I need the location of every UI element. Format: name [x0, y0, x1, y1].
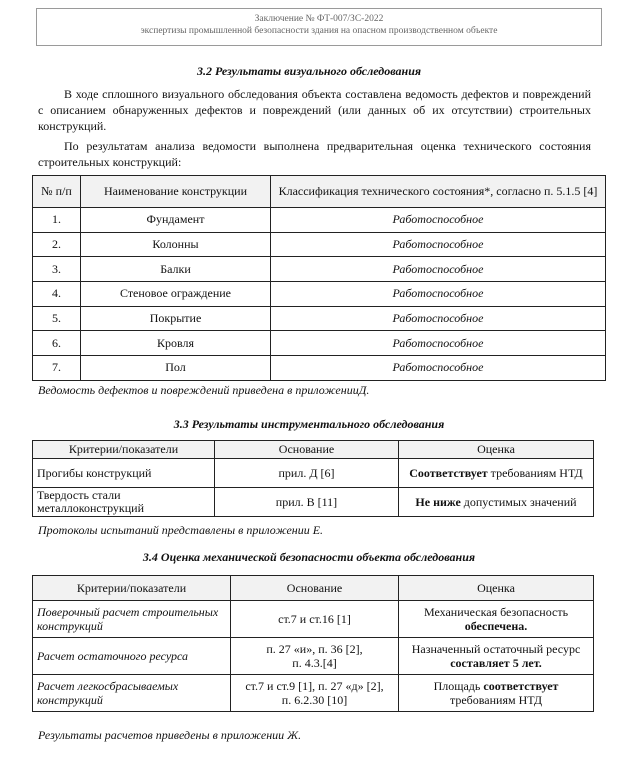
table-row	[33, 356, 606, 381]
header-title: Заключение № ФТ-007/ЗС-2022	[254, 14, 384, 24]
construction-name: Колонны	[81, 232, 271, 257]
construction-name: Кровля	[81, 331, 271, 356]
evaluation-text: допустимых значений	[460, 494, 577, 509]
table-header-row	[33, 176, 606, 208]
evaluation-text-2: требованиям НТД	[449, 693, 543, 707]
column-header-number: № п/п	[33, 176, 81, 208]
construction-name: Фундамент	[81, 208, 271, 233]
evaluation-text: Площадь	[433, 679, 484, 693]
basis-line-2: п. 4.3.[4]	[292, 656, 337, 670]
section-3-3-title: 3.3 Результаты инструментального обследования	[173, 417, 445, 431]
criteria-cell: Поверочный расчет строительных конструкций	[33, 601, 231, 638]
table-row	[33, 638, 594, 675]
basis-line-1: п. 27 «и», п. 36 [2],	[266, 642, 363, 656]
column-header-evaluation: Оценка	[399, 576, 594, 601]
evaluation-emphasis: Соответствует	[409, 465, 488, 480]
table-row	[33, 208, 606, 233]
table-row	[33, 257, 606, 282]
criteria-cell: Расчет остаточного ресурса	[33, 638, 231, 675]
section-3-3-note: Протоколы испытаний представлены в приложении Е.	[38, 523, 324, 537]
evaluation-cell	[399, 601, 594, 638]
evaluation-text: Механическая безопасность	[423, 605, 569, 619]
basis-cell	[231, 675, 399, 712]
evaluation-text: требованиям НТД	[487, 465, 583, 480]
instrumental-results-table	[32, 440, 594, 517]
basis-cell: прил. Д [6]	[215, 459, 399, 488]
row-number: 3.	[33, 257, 81, 282]
table-header-row	[33, 441, 594, 459]
condition-state: Работоспособное	[271, 331, 606, 356]
evaluation-cell	[399, 638, 594, 675]
evaluation-cell	[399, 488, 594, 517]
criteria-cell: Расчет легкосбрасываемых конструкций	[33, 675, 231, 712]
basis-line-2: п. 6.2.30 [10]	[281, 693, 348, 707]
table-row	[33, 282, 606, 307]
table-header-row	[33, 576, 594, 601]
basis-cell	[231, 638, 399, 675]
column-header-criteria: Критерии/показатели	[33, 576, 231, 601]
page-header	[36, 8, 602, 46]
section-3-4-note: Результаты расчетов приведены в приложении Ж.	[38, 728, 302, 742]
column-header-criteria: Критерии/показатели	[33, 441, 215, 459]
condition-state: Работоспособное	[271, 282, 606, 307]
column-header-basis: Основание	[215, 441, 399, 459]
basis-cell: прил. В [11]	[215, 488, 399, 517]
construction-name: Пол	[81, 356, 271, 381]
table-row	[33, 306, 606, 331]
condition-state: Работоспособное	[271, 232, 606, 257]
section-3-4-title: 3.4 Оценка механической безопасности объекта обследования	[142, 550, 476, 564]
evaluation-emphasis: составляет 5 лет.	[450, 656, 542, 670]
row-number: 1.	[33, 208, 81, 233]
row-number: 7.	[33, 356, 81, 381]
row-number: 2.	[33, 232, 81, 257]
criteria-cell: Прогибы конструкций	[33, 459, 215, 488]
basis-cell: ст.7 и ст.16 [1]	[231, 601, 399, 638]
evaluation-cell	[399, 459, 594, 488]
basis-line-1: ст.7 и ст.9 [1], п. 27 «д» [2],	[245, 679, 384, 693]
table-row	[33, 331, 606, 356]
evaluation-text: Назначенный остаточный ресурс	[411, 642, 581, 656]
column-header-evaluation: Оценка	[399, 441, 594, 459]
table-row	[33, 675, 594, 712]
construction-name: Стеновое ограждение	[81, 282, 271, 307]
section-3-2-title: 3.2 Результаты визуального обследования	[196, 64, 422, 78]
row-number: 6.	[33, 331, 81, 356]
section-3-2-note: Ведомость дефектов и повреждений приведена в приложенииД.	[38, 383, 370, 397]
row-number: 5.	[33, 306, 81, 331]
evaluation-emphasis: обеспечена.	[464, 619, 528, 633]
column-header-name: Наименование конструкции	[81, 176, 271, 208]
row-number: 4.	[33, 282, 81, 307]
header-subtitle: экспертизы промышленной безопасности здания на опасном производственном объекте	[140, 26, 498, 36]
table-row	[33, 232, 606, 257]
construction-name: Покрытие	[81, 306, 271, 331]
column-header-classification: Классификация технического состояния*, согласно п. 5.1.5 [4]	[271, 176, 606, 208]
table-row	[33, 459, 594, 488]
column-header-basis: Основание	[231, 576, 399, 601]
evaluation-emphasis: соответствует	[483, 679, 559, 693]
condition-state: Работоспособное	[271, 356, 606, 381]
construction-name: Балки	[81, 257, 271, 282]
condition-state: Работоспособное	[271, 208, 606, 233]
condition-state: Работоспособное	[271, 306, 606, 331]
table-row	[33, 601, 594, 638]
condition-state: Работоспособное	[271, 257, 606, 282]
table-row	[33, 488, 594, 517]
section-3-2-paragraph-2: По результатам анализа ведомости выполнена предварительная оценка технического состояния строительных конструкций:	[38, 139, 591, 169]
evaluation-cell	[399, 675, 594, 712]
criteria-cell: Твердость стали металлоконструкций	[33, 488, 215, 517]
condition-table	[32, 175, 606, 381]
evaluation-emphasis: Не ниже	[415, 494, 461, 509]
mechanical-safety-table	[32, 575, 594, 712]
section-3-2-paragraph-1: В ходе сплошного визуального обследования объекта составлена ведомость дефектов и повреждений с описанием обнаруженных дефектов и повреждений (или данных об их отсутствии) строительных конструкций.	[38, 87, 591, 133]
